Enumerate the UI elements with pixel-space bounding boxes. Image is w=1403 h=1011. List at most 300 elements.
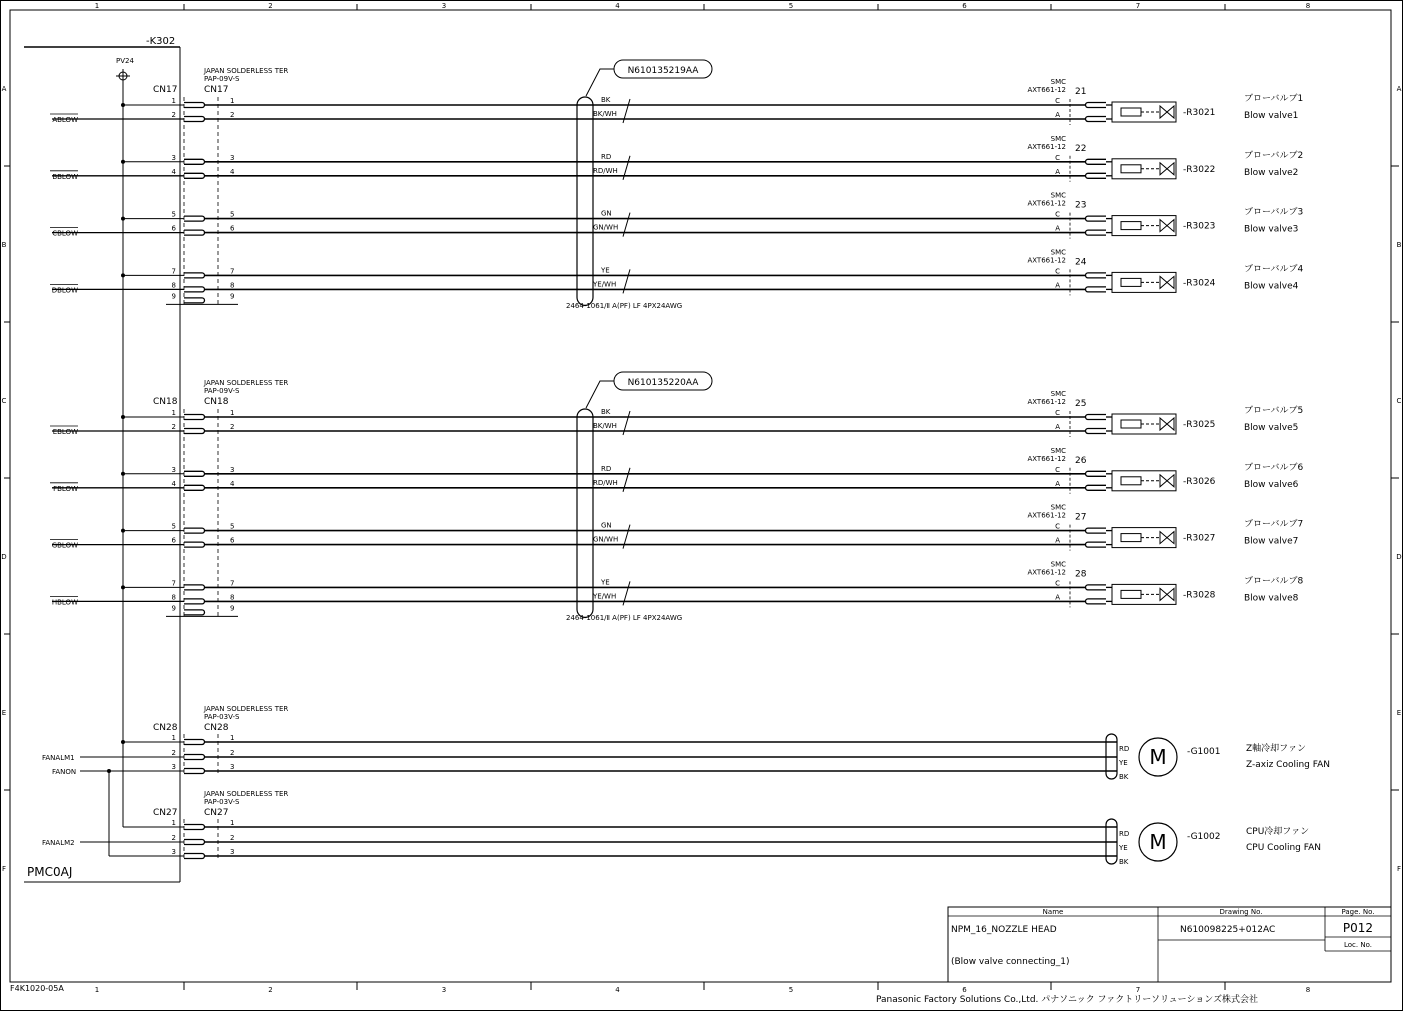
valve-2-pin-c: C <box>1055 153 1060 162</box>
plug-contact-shape-c0-9 <box>184 298 205 303</box>
signal-DBLOW: DBLOW <box>51 286 78 295</box>
plug-contact-shape-c1-2 <box>184 429 205 434</box>
pin-left-f2-3: 3 <box>171 848 176 856</box>
cn27-ref: CN27 <box>204 808 229 818</box>
pin-right-c1-1: 1 <box>230 409 235 417</box>
pin-left-c0-3: 3 <box>171 153 176 162</box>
fan1-alarm-signal: FANALM1 <box>42 754 75 762</box>
pin-left-c1-8: 8 <box>171 593 176 602</box>
valve-1-number: 21 <box>1075 87 1087 97</box>
plug-contact-shape-c1-3 <box>184 471 205 476</box>
plug-contact-c1-2 <box>184 429 205 434</box>
plug-contact-shape-f1-2 <box>184 755 205 760</box>
grid-row-left-D: D <box>1 553 7 561</box>
plug-contact-c0-7 <box>184 273 205 278</box>
inner-frame <box>10 10 1391 982</box>
plug-contact-shape-c0-1 <box>184 103 205 108</box>
pin-left-c1-9: 9 <box>171 604 176 613</box>
pin-right-c1-8: 8 <box>230 593 235 602</box>
fan1-name-en: Z-axiz Cooling FAN <box>1246 760 1330 770</box>
plug-contact-c1-6 <box>184 542 205 547</box>
valve-3-name-en: Blow valve3 <box>1244 224 1299 235</box>
valve-7-valve-icon <box>1160 532 1174 544</box>
valve-3-model: AXT661-12 <box>1027 199 1066 208</box>
valve-4-model: AXT661-12 <box>1027 256 1066 265</box>
valve-1-socket-1 <box>1086 103 1107 108</box>
grid-row-right-B: B <box>1396 241 1402 249</box>
cn17-part: PAP-09V-S <box>204 75 240 83</box>
pin-right-c0-9: 9 <box>230 292 235 301</box>
cn27-label: CN27 <box>153 808 178 818</box>
cn27-header <box>153 790 288 818</box>
valve-5-coil-icon <box>1121 420 1141 428</box>
pin-right-c0-8: 8 <box>230 281 235 290</box>
plug-contact-c0-5 <box>184 216 205 221</box>
pv24-label: PV24 <box>116 57 134 65</box>
title-drawing-no: N610098225+012AC <box>1180 925 1276 935</box>
plug-contact-c0-9 <box>184 298 205 303</box>
valve-5-maker: SMC <box>1050 390 1066 398</box>
valve-7-number: 27 <box>1075 512 1087 523</box>
fan1-ref: -G1001 <box>1187 747 1221 757</box>
plug-contact-c1-9 <box>184 610 205 615</box>
pin-right-c0-1: 1 <box>230 97 235 105</box>
cn28-maker: JAPAN SOLDERLESS TER <box>204 705 289 713</box>
pin-left-c1-6: 6 <box>171 536 176 545</box>
valve-8-ref: -R3028 <box>1183 590 1216 601</box>
grid-row-right-E: E <box>1396 709 1402 717</box>
wire-color-a-1-1: RD/WH <box>593 478 618 487</box>
valve-2-number: 22 <box>1075 143 1087 154</box>
blow-valve-6 <box>1027 447 1303 494</box>
fan1-wire-3: BK <box>1119 773 1129 781</box>
cn18-maker: JAPAN SOLDERLESS TER <box>204 379 289 387</box>
pin-left-c0-5: 5 <box>171 210 176 219</box>
valve-5-number: 25 <box>1075 399 1087 409</box>
blow-valve-2 <box>1027 135 1303 182</box>
grid-col-bottom-6: 6 <box>962 986 967 994</box>
valve-4-number: 24 <box>1075 257 1087 268</box>
grid-row-left-B: B <box>1 241 7 249</box>
valve-2-socket-1 <box>1086 159 1107 164</box>
cable-2-spec: 2464-1061/Ⅱ A(PF) LF 4PX24AWG <box>566 614 683 622</box>
wire-color-c-1-1: RD <box>601 464 612 473</box>
plug-contact-shape-c0-5 <box>184 216 205 221</box>
pin-right-f2-3: 3 <box>230 848 235 856</box>
plug-contact-c0-2 <box>184 117 205 122</box>
wire-color-a-1-3: YE/WH <box>593 592 617 601</box>
grid-row-right-F: F <box>1396 865 1402 873</box>
wire-color-c-0-3: YE <box>601 266 610 275</box>
valve-6-coil-icon <box>1121 477 1141 485</box>
valve-3-name-jp: ブローバルブ3 <box>1244 207 1304 218</box>
valve-7-maker: SMC <box>1050 503 1066 512</box>
fan1-motor-symbol: M <box>1149 745 1167 769</box>
valve-6-number: 26 <box>1075 455 1087 466</box>
grid-col-bottom-4: 4 <box>615 986 620 994</box>
plug-contact-shape-c0-8 <box>184 287 205 292</box>
bus-junction-1-3 <box>121 585 125 589</box>
grid-col-top-2: 2 <box>268 2 273 10</box>
wire-color-a-0-1: RD/WH <box>593 166 618 175</box>
valve-2-name-en: Blow valve2 <box>1244 167 1299 178</box>
valve-2-model: AXT661-12 <box>1027 142 1066 151</box>
fan2-alarm-signal: FANALM2 <box>42 839 75 847</box>
valve-4-ref: -R3024 <box>1183 278 1216 289</box>
valve-7-model: AXT661-12 <box>1027 511 1066 520</box>
wire-color-c-0-1: RD <box>601 152 612 161</box>
plug-contact-shape-c0-3 <box>184 159 205 164</box>
pin-right-c1-3: 3 <box>230 465 235 474</box>
cable-1-callout <box>586 60 712 96</box>
blow-valve-1 <box>1027 78 1303 125</box>
plc-connector-ref: -K302 <box>146 36 176 47</box>
cn18-header <box>153 379 288 407</box>
plc-module-label: PMC0AJ <box>27 865 73 879</box>
valve-6-name-jp: ブローバルブ6 <box>1244 462 1304 473</box>
cable-shield-1 <box>577 97 593 305</box>
plug-contact-c1-5 <box>184 528 205 533</box>
plug-contact-c1-7 <box>184 585 205 590</box>
pin-right-c1-4: 4 <box>230 479 235 488</box>
valve-5-ref: -R3025 <box>1183 420 1216 430</box>
plug-contact-f1-1 <box>184 740 205 745</box>
plug-contact-shape-c0-4 <box>184 173 205 178</box>
pin-right-c1-5: 5 <box>230 522 235 531</box>
cn27-part: PAP-03V-S <box>204 798 240 806</box>
grid-col-top-1: 1 <box>94 2 100 10</box>
grid-row-left-A: A <box>1 85 7 93</box>
valve-3-valve-icon <box>1160 220 1174 232</box>
title-drawing-header: Drawing No. <box>1219 908 1263 916</box>
signal-GBLOW: GBLOW <box>51 541 78 550</box>
valve-2-maker: SMC <box>1050 134 1066 143</box>
plug-contact-f1-3 <box>184 769 205 774</box>
valve-1-ref: -R3021 <box>1183 108 1216 118</box>
fan2-wire-3: BK <box>1119 858 1129 866</box>
grid-col-bottom-3: 3 <box>441 986 447 994</box>
title-subtitle: (Blow valve connecting_1) <box>951 957 1070 967</box>
grid-col-top-5: 5 <box>788 2 794 10</box>
bus-junction-1-1 <box>121 472 125 476</box>
fan2-wire-2: YE <box>1119 844 1128 852</box>
pin-right-f1-1: 1 <box>230 734 235 742</box>
plug-contact-shape-c1-7 <box>184 585 205 590</box>
plug-contact-c0-6 <box>184 230 205 235</box>
pin-right-c0-3: 3 <box>230 153 235 162</box>
valve-4-socket-2 <box>1086 287 1107 292</box>
valve-5-socket-2 <box>1086 429 1107 434</box>
valve-8-name-en: Blow valve8 <box>1244 593 1299 604</box>
valve-5-name-jp: ブローバルブ5 <box>1244 406 1304 416</box>
valve-1-pin-a: A <box>1055 111 1060 119</box>
valve-2-valve-icon <box>1160 163 1174 175</box>
blow-valve-4 <box>1027 248 1303 295</box>
valve-5-name-en: Blow valve5 <box>1244 423 1299 433</box>
valve-1-model: AXT661-12 <box>1027 86 1066 94</box>
valve-7-pin-c: C <box>1055 522 1060 531</box>
plug-contact-shape-c1-1 <box>184 415 205 420</box>
plug-contact-c0-8 <box>184 287 205 292</box>
pin-left-c1-5: 5 <box>171 522 176 531</box>
wiring-layer <box>50 78 1304 864</box>
valve-4-coil-icon <box>1121 278 1141 286</box>
bus-junction-0-3 <box>121 273 125 277</box>
valve-1-name-jp: ブローバルブ1 <box>1244 94 1304 104</box>
cn28-header <box>153 705 288 733</box>
valve-5-pin-a: A <box>1055 423 1060 431</box>
pin-left-c1-7: 7 <box>171 579 176 588</box>
plug-contact-c1-1 <box>184 415 205 420</box>
grid-row-right-A: A <box>1396 85 1402 93</box>
valve-7-socket-1 <box>1086 528 1107 533</box>
signal-EBLOW: EBLOW <box>52 428 78 436</box>
grid-row-left-E: E <box>1 709 7 717</box>
plug-contact-shape-c1-9 <box>184 610 205 615</box>
pin-left-c1-2: 2 <box>171 423 176 431</box>
wire-color-c-1-3: YE <box>601 578 610 587</box>
pin-left-c0-4: 4 <box>171 167 176 176</box>
pin-left-c0-2: 2 <box>171 111 176 119</box>
valve-8-valve-icon <box>1160 588 1174 600</box>
wire-color-a-0-2: GN/WH <box>593 223 619 232</box>
valve-3-pin-a: A <box>1055 224 1060 233</box>
border-grid-labels <box>1 2 1401 994</box>
grid-col-bottom-2: 2 <box>268 986 273 994</box>
cn28-ref: CN28 <box>204 723 229 733</box>
grid-col-top-4: 4 <box>615 2 620 10</box>
wire-color-a-0-3: YE/WH <box>593 280 617 289</box>
pin-left-c1-1: 1 <box>171 409 176 417</box>
valve-4-socket-1 <box>1086 273 1107 278</box>
fan1-wire-1: RD <box>1119 745 1130 753</box>
pin-right-c1-2: 2 <box>230 423 235 431</box>
valve-7-socket-2 <box>1086 542 1107 547</box>
valve-4-maker: SMC <box>1050 248 1066 257</box>
wire-color-a-0-0: BK/WH <box>593 110 617 118</box>
valve-8-number: 28 <box>1075 569 1087 580</box>
grid-row-right-C: C <box>1396 397 1402 405</box>
valve-5-model: AXT661-12 <box>1027 398 1066 406</box>
valve-5-valve-icon <box>1160 418 1174 430</box>
pin-right-c0-2: 2 <box>230 111 235 119</box>
signal-HBLOW: HBLOW <box>51 598 78 607</box>
fan2-motor-symbol: M <box>1149 830 1167 854</box>
valve-5-socket-1 <box>1086 415 1107 420</box>
plug-contact-c0-4 <box>184 173 205 178</box>
cn28-label: CN28 <box>153 723 178 733</box>
pin-left-c0-9: 9 <box>171 292 176 301</box>
cn18-part: PAP-09V-S <box>204 387 240 395</box>
cn17-maker: JAPAN SOLDERLESS TER <box>204 67 289 75</box>
pin-left-c0-1: 1 <box>171 97 176 105</box>
cn17-label: CN17 <box>153 85 178 95</box>
title-loc-header: Loc. No. <box>1344 941 1372 949</box>
pin-right-f2-2: 2 <box>230 834 235 842</box>
cable-2-part: N610135220AA <box>627 378 699 388</box>
fan1-on-signal: FANON <box>52 768 77 776</box>
grid-col-top-7: 7 <box>1135 2 1141 10</box>
pin-left-c0-7: 7 <box>171 267 176 276</box>
pin-right-c1-6: 6 <box>230 536 235 545</box>
valve-4-valve-icon <box>1160 276 1174 288</box>
valve-2-coil-icon <box>1121 165 1141 173</box>
valve-3-maker: SMC <box>1050 191 1066 200</box>
grid-row-left-C: C <box>1 397 7 405</box>
wire-color-c-0-2: GN <box>601 209 612 218</box>
valve-1-coil-icon <box>1121 108 1141 116</box>
valve-5-pin-c: C <box>1055 409 1060 417</box>
plug-contact-shape-c1-4 <box>184 485 205 490</box>
plug-contact-shape-c1-5 <box>184 528 205 533</box>
fan2-motor <box>1118 823 1177 866</box>
valve-8-pin-a: A <box>1055 593 1060 602</box>
valve-6-socket-1 <box>1086 471 1107 476</box>
valve-8-pin-c: C <box>1055 579 1060 588</box>
valve-8-maker: SMC <box>1050 560 1066 569</box>
cable-2-callout <box>586 372 712 408</box>
valve-4-name-jp: ブローバルブ4 <box>1244 264 1304 275</box>
valve-3-socket-1 <box>1086 216 1107 221</box>
pin-right-c0-4: 4 <box>230 167 235 176</box>
plug-contact-f2-3 <box>184 854 205 859</box>
plug-contact-shape-c0-6 <box>184 230 205 235</box>
grid-col-bottom-1: 1 <box>94 986 100 994</box>
valve-2-socket-2 <box>1086 173 1107 178</box>
title-block <box>948 907 1391 982</box>
wire-color-a-1-2: GN/WH <box>593 535 619 544</box>
plug-contact-shape-f1-3 <box>184 769 205 774</box>
pin-left-f1-3: 3 <box>171 763 176 771</box>
outer-frame <box>1 1 1403 1011</box>
plug-contact-shape-c0-2 <box>184 117 205 122</box>
plug-contact-c0-1 <box>184 103 205 108</box>
fan2-name-en: CPU Cooling FAN <box>1246 843 1321 853</box>
wire-color-c-1-0: BK <box>601 408 611 416</box>
valve-6-valve-icon <box>1160 475 1174 487</box>
pin-right-c0-6: 6 <box>230 224 235 233</box>
bus-junction-0-1 <box>121 160 125 164</box>
valve-6-socket-2 <box>1086 485 1107 490</box>
pin-right-f2-1: 1 <box>230 819 235 827</box>
grid-col-bottom-7: 7 <box>1135 986 1141 994</box>
pin-left-c0-6: 6 <box>171 224 176 233</box>
cable-1-spec: 2464-1061/Ⅱ A(PF) LF 4PX24AWG <box>566 302 683 310</box>
bus-junction-cn28 <box>121 740 125 744</box>
valve-1-socket-2 <box>1086 117 1107 122</box>
valve-1-maker: SMC <box>1050 78 1066 86</box>
grid-row-right-D: D <box>1396 553 1402 561</box>
pin-left-c1-4: 4 <box>171 479 176 488</box>
pin-right-c0-5: 5 <box>230 210 235 219</box>
grid-row-left-F: F <box>1 865 7 873</box>
title-name: NPM_16_NOZZLE HEAD <box>951 925 1057 935</box>
plug-contact-shape-c0-7 <box>184 273 205 278</box>
valve-3-ref: -R3023 <box>1183 221 1216 232</box>
valve-7-name-en: Blow valve7 <box>1244 536 1299 547</box>
form-id: F4K1020-05A <box>10 984 64 993</box>
valve-4-name-en: Blow valve4 <box>1244 281 1299 292</box>
blow-valve-3 <box>1027 192 1303 239</box>
signal-CBLOW: CBLOW <box>52 229 78 238</box>
company-name: Panasonic Factory Solutions Co.,Ltd. パナソニック ファクトリーソリューションズ株式会社 <box>876 995 1259 1005</box>
valve-1-valve-icon <box>1160 106 1174 118</box>
wire-color-a-1-0: BK/WH <box>593 422 617 430</box>
cn17-ref: CN17 <box>204 85 229 95</box>
bus-junction-0-0 <box>121 103 125 107</box>
blow-valve-7 <box>1027 504 1303 551</box>
valve-7-ref: -R3027 <box>1183 533 1216 544</box>
pin-right-f1-2: 2 <box>230 749 235 757</box>
valve-6-pin-a: A <box>1055 479 1060 488</box>
grid-col-top-8: 8 <box>1305 2 1311 10</box>
wire-color-c-0-0: BK <box>601 96 611 104</box>
plug-contact-c1-4 <box>184 485 205 490</box>
pin-left-f2-1: 1 <box>171 819 176 827</box>
plug-contact-shape-c1-8 <box>184 599 205 604</box>
valve-2-name-jp: ブローバルブ2 <box>1244 150 1304 161</box>
blow-valve-5 <box>1027 390 1303 437</box>
fan2-ref: -G1002 <box>1187 832 1221 842</box>
pin-right-f1-3: 3 <box>230 763 235 771</box>
fan1-name-jp: Z軸冷却ファン <box>1246 744 1306 754</box>
valve-8-coil-icon <box>1121 590 1141 598</box>
signal-BBLOW: BBLOW <box>52 172 78 181</box>
valve-3-pin-c: C <box>1055 210 1060 219</box>
cn27-maker: JAPAN SOLDERLESS TER <box>204 790 289 798</box>
bus-junction-1-0 <box>121 415 125 419</box>
valve-3-socket-2 <box>1086 230 1107 235</box>
valve-6-name-en: Blow valve6 <box>1244 479 1299 490</box>
fan1-wire-2: YE <box>1119 759 1128 767</box>
valve-8-socket-2 <box>1086 599 1107 604</box>
pin-right-c0-7: 7 <box>230 267 235 276</box>
fan2-wire-1: RD <box>1119 830 1130 838</box>
valve-8-socket-1 <box>1086 585 1107 590</box>
pin-right-c1-9: 9 <box>230 604 235 613</box>
cn18-ref: CN18 <box>204 397 229 407</box>
valve-1-pin-c: C <box>1055 97 1060 105</box>
bus-junction-0-2 <box>121 217 125 221</box>
plug-contact-shape-f1-1 <box>184 740 205 745</box>
valve-1-name-en: Blow valve1 <box>1244 111 1299 121</box>
valve-6-model: AXT661-12 <box>1027 454 1066 463</box>
bus-junction-1-2 <box>121 529 125 533</box>
cn17-header <box>153 67 288 95</box>
plug-contact-shape-c1-6 <box>184 542 205 547</box>
valve-6-ref: -R3026 <box>1183 476 1216 487</box>
valve-4-pin-c: C <box>1055 267 1060 276</box>
title-name-header: Name <box>1042 908 1064 916</box>
grid-col-top-3: 3 <box>441 2 447 10</box>
wire-color-c-1-2: GN <box>601 521 612 530</box>
grid-col-bottom-5: 5 <box>788 986 794 994</box>
plug-contact-f1-2 <box>184 755 205 760</box>
title-page-no: P012 <box>1342 921 1374 935</box>
plug-contact-c1-8 <box>184 599 205 604</box>
pin-left-c1-3: 3 <box>171 465 176 474</box>
plug-contact-c0-3 <box>184 159 205 164</box>
pin-left-f2-2: 2 <box>171 834 176 842</box>
plug-contact-f2-1 <box>184 825 205 830</box>
title-page-header: Page. No. <box>1341 908 1375 916</box>
plug-contact-f2-2 <box>184 840 205 845</box>
signal-FBLOW: FBLOW <box>53 484 78 493</box>
grid-col-bottom-8: 8 <box>1305 986 1311 994</box>
plug-contact-c1-3 <box>184 471 205 476</box>
cable-shield-2 <box>577 409 593 617</box>
grid-col-top-6: 6 <box>962 2 967 10</box>
